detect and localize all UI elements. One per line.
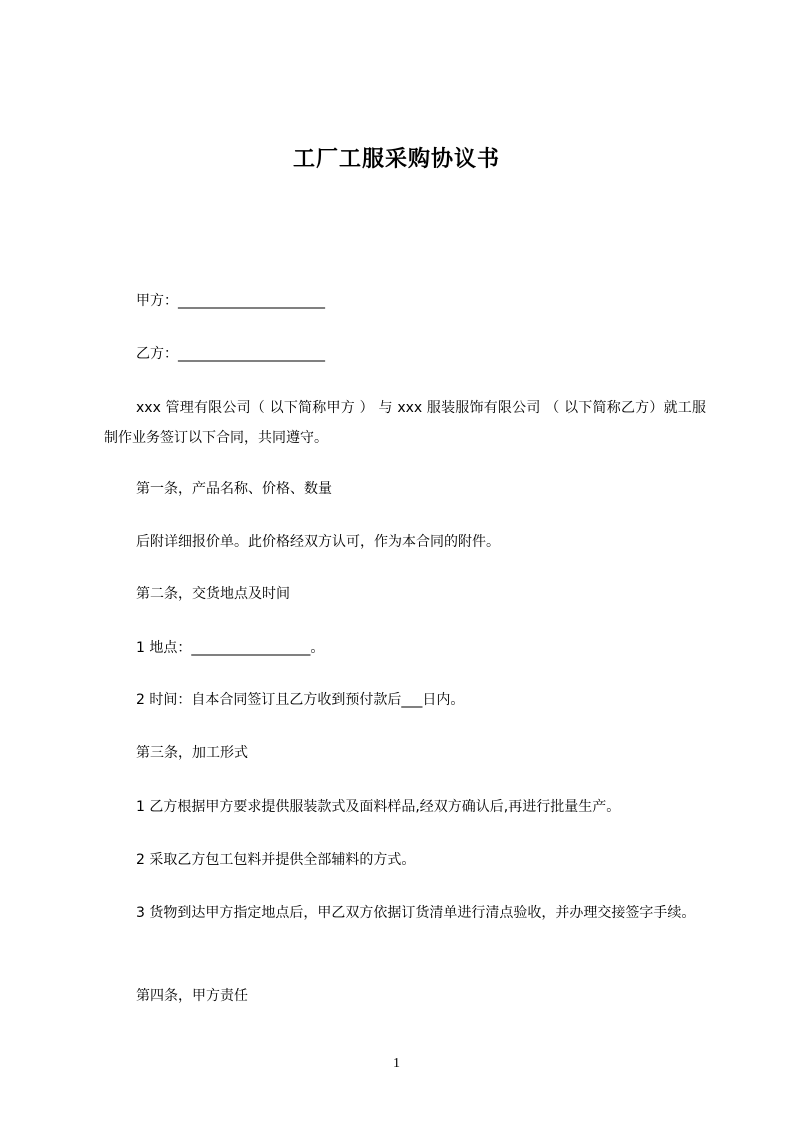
party-a-line: 甲方：_____________________ xyxy=(136,293,325,309)
party-b-line: 乙方：_____________________ xyxy=(136,346,325,362)
article1-text: 后附详细报价单。此价格经双方认可，作为本合同的附件。 xyxy=(136,534,500,550)
article3-item1: 1 乙方根据甲方要求提供服装款式及面料样品,经双方确认后,再进行批量生产。 xyxy=(136,799,621,815)
article2-item1: 1 地点：_________________。 xyxy=(136,640,325,656)
article2-heading: 第二条，交货地点及时间 xyxy=(136,586,290,602)
document-title: 工厂工服采购协议书 xyxy=(292,147,500,172)
page-number: 1 xyxy=(393,1056,400,1071)
article4-heading: 第四条，甲方责任 xyxy=(136,988,248,1004)
article3-heading: 第三条，加工形式 xyxy=(136,745,248,761)
article1-heading: 第一条，产品名称、价格、数量 xyxy=(136,481,332,497)
intro-paragraph: xxx 管理有限公司（ 以下简称甲方 ） 与 xxx 服装服饰有限公司 （ 以下简称乙方）就工服制作业务签订以下合同，共同遵守。 xyxy=(104,400,706,446)
article3-item2: 2 采取乙方包工包料并提供全部辅料的方式。 xyxy=(136,852,416,868)
article3-item3: 3 货物到达甲方指定地点后，甲乙双方依据订货清单进行清点验收，并办理交接签字手续。 xyxy=(136,905,696,921)
article2-item2: 2 时间：自本合同签订且乙方收到预付款后___日内。 xyxy=(136,692,465,708)
